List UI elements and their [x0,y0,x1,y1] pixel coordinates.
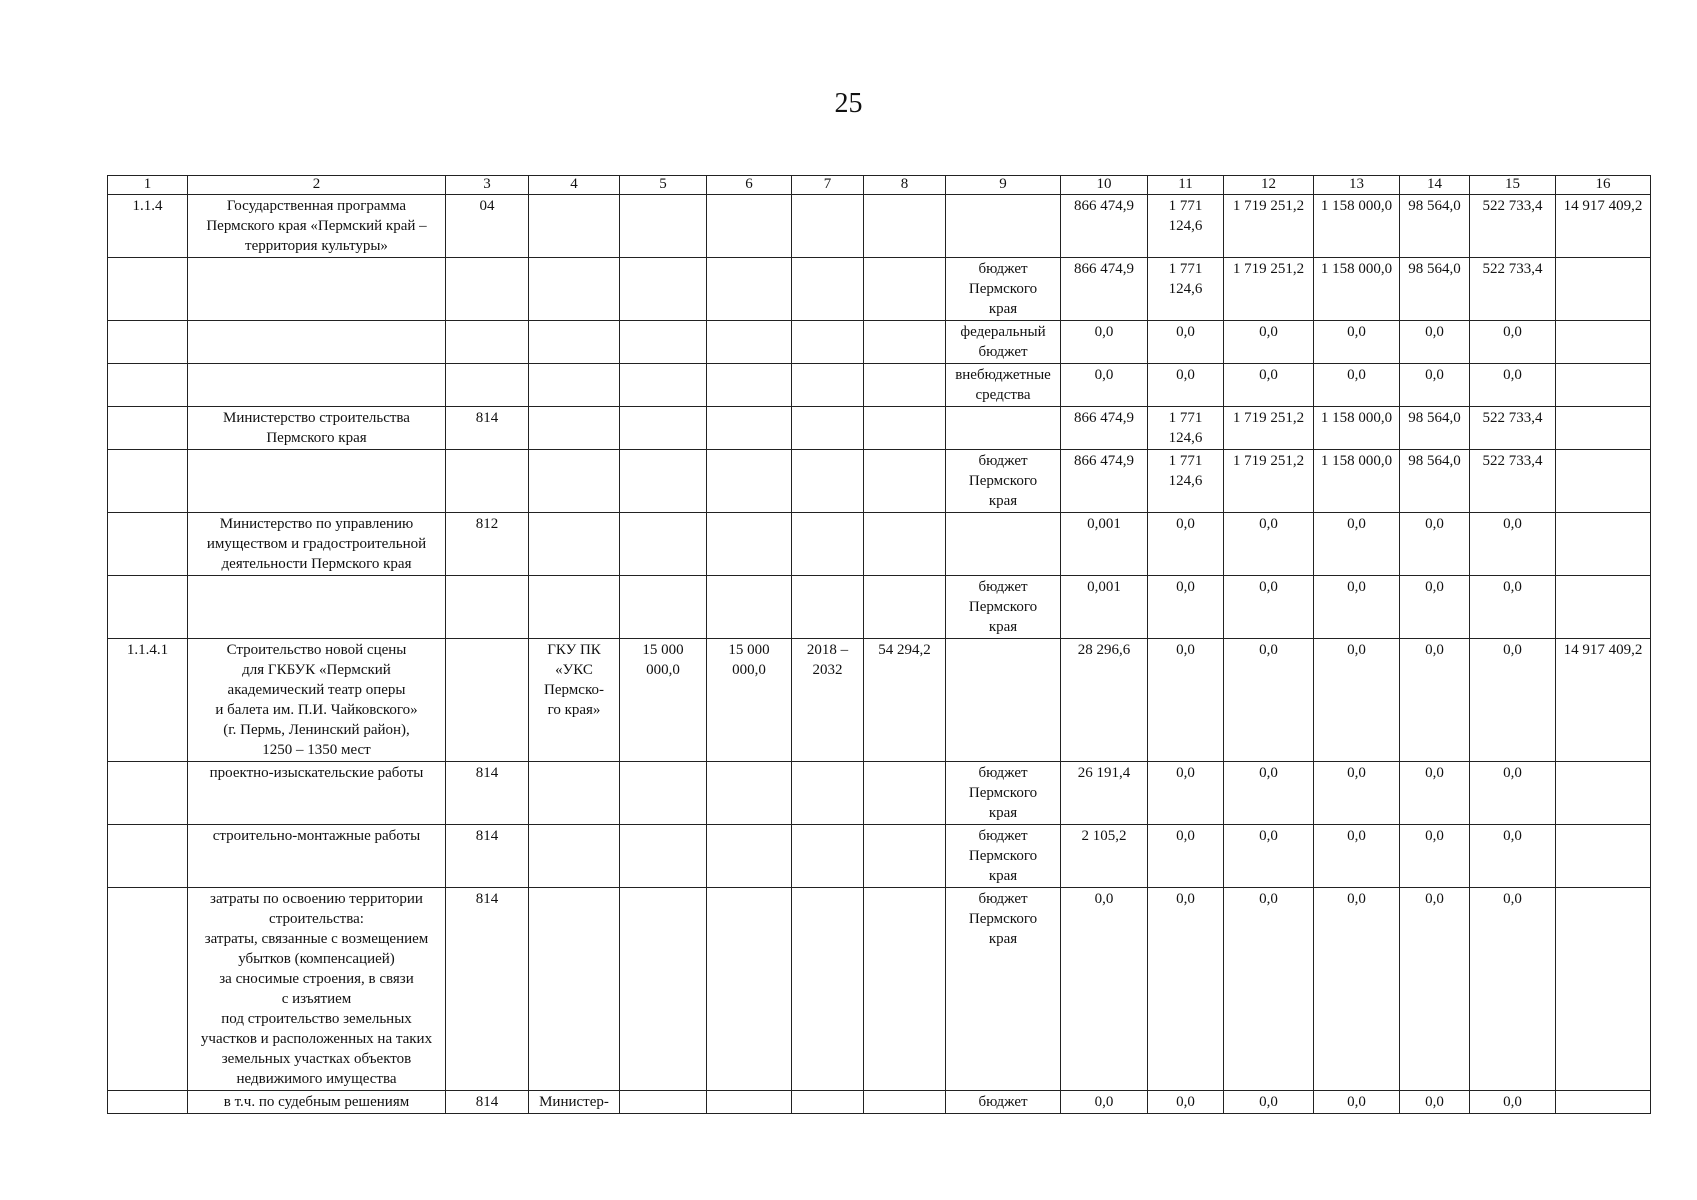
table-cell [864,364,946,407]
table-cell: 812 [446,513,529,576]
table-cell: ГКУ ПК «УКС Пермско- го края» [529,639,620,762]
table-cell [188,258,446,321]
table-cell: 0,0 [1148,888,1224,1091]
table-cell: Министерство строительства Пермского края [188,407,446,450]
table-cell [792,888,864,1091]
header-cell: 9 [946,176,1061,195]
table-cell [792,195,864,258]
table-cell [792,258,864,321]
table-cell [707,258,792,321]
table-cell [1556,576,1651,639]
table-cell: 0,0 [1224,513,1314,576]
table-cell [529,195,620,258]
table-row [108,364,1651,407]
table-row [108,407,1651,450]
table-cell [864,888,946,1091]
table-cell [446,258,529,321]
table-cell: 1.1.4 [108,195,188,258]
table-cell [108,762,188,825]
table-cell: 0,0 [1470,321,1556,364]
table-cell [1556,825,1651,888]
table-row [108,258,1651,321]
table-cell [620,888,707,1091]
table-cell: 0,0 [1400,321,1470,364]
table-cell: Министерство по управлению имуществом и градостроительной деятельности Пермского края [188,513,446,576]
table-cell [108,1091,188,1114]
table-cell: 0,0 [1148,639,1224,762]
table-cell [864,762,946,825]
table-cell [529,513,620,576]
table-cell: 0,0 [1470,513,1556,576]
table-cell: 0,0 [1470,825,1556,888]
table-cell [620,364,707,407]
table-cell [792,450,864,513]
table-cell [529,762,620,825]
table-cell: 28 296,6 [1061,639,1148,762]
table-cell: 0,0 [1470,762,1556,825]
table-cell: федеральный бюджет [946,321,1061,364]
table-cell: 0,0 [1314,762,1400,825]
table-cell [188,450,446,513]
table-cell: 0,0 [1470,576,1556,639]
table-row [108,321,1651,364]
table-row [108,195,1651,258]
table-cell: бюджет Пермского края [946,825,1061,888]
table-cell [529,321,620,364]
table-cell: 0,0 [1148,321,1224,364]
table-cell: 14 917 409,2 [1556,195,1651,258]
table-cell [620,1091,707,1114]
header-cell: 11 [1148,176,1224,195]
table-cell [1556,321,1651,364]
table-cell [108,407,188,450]
table-cell: 1 771 124,6 [1148,195,1224,258]
table-cell: 0,0 [1470,364,1556,407]
table-cell: 1 158 000,0 [1314,450,1400,513]
table-cell [620,576,707,639]
table-cell: 1 719 251,2 [1224,258,1314,321]
table-cell: 0,0 [1400,513,1470,576]
table-cell [864,1091,946,1114]
table-cell: 1 158 000,0 [1314,407,1400,450]
table-cell: 0,0 [1400,888,1470,1091]
table-cell [446,321,529,364]
header-cell: 10 [1061,176,1148,195]
table-cell [1556,450,1651,513]
table-cell [864,576,946,639]
table-cell: 1 719 251,2 [1224,450,1314,513]
table-cell [864,825,946,888]
table-cell: 0,0 [1224,321,1314,364]
table-cell: 522 733,4 [1470,407,1556,450]
table-cell: 98 564,0 [1400,407,1470,450]
table-cell: 0,0 [1400,825,1470,888]
table-cell [792,364,864,407]
table-cell [707,195,792,258]
table-cell [1556,762,1651,825]
table-cell [108,321,188,364]
table-cell [188,364,446,407]
table-cell [1556,1091,1651,1114]
table-row [108,762,1651,825]
table-cell: 04 [446,195,529,258]
table-cell: 15 000 000,0 [707,639,792,762]
table-cell: 1.1.4.1 [108,639,188,762]
table-cell [707,825,792,888]
table-cell [529,364,620,407]
table-cell: 2 105,2 [1061,825,1148,888]
table-cell: 522 733,4 [1470,258,1556,321]
table-row [108,639,1651,762]
table-cell [529,407,620,450]
table-cell [108,258,188,321]
table-cell [446,639,529,762]
table-cell: бюджет Пермского края [946,450,1061,513]
table-cell [529,825,620,888]
table-cell [707,1091,792,1114]
table-cell: 814 [446,888,529,1091]
table-cell: 866 474,9 [1061,450,1148,513]
header-cell: 14 [1400,176,1470,195]
header-cell: 16 [1556,176,1651,195]
table-cell: 0,0 [1224,825,1314,888]
header-cell: 13 [1314,176,1400,195]
table-cell [529,576,620,639]
table-cell: 0,0 [1224,639,1314,762]
table-cell: 0,0 [1400,639,1470,762]
table-cell [864,513,946,576]
table-cell: 0,0 [1148,576,1224,639]
header-cell: 7 [792,176,864,195]
table-cell: 866 474,9 [1061,407,1148,450]
table-cell: 98 564,0 [1400,450,1470,513]
table-cell: 54 294,2 [864,639,946,762]
table-cell: 0,0 [1148,825,1224,888]
table-cell: бюджет Пермского края [946,258,1061,321]
table-cell [529,888,620,1091]
table-cell: Строительство новой сцены для ГКБУК «Пермский академический театр оперы и балета им. П.И. Чайковского» (г. Пермь, Ленинский район), 1250 – 1350 мест [188,639,446,762]
table-cell [1556,364,1651,407]
table-cell: 1 158 000,0 [1314,195,1400,258]
table-cell: Министер- [529,1091,620,1114]
table-cell [946,407,1061,450]
table-cell [446,450,529,513]
table-cell: бюджет Пермского края [946,576,1061,639]
table-cell [446,364,529,407]
table-cell: 1 771 124,6 [1148,450,1224,513]
table-cell: 98 564,0 [1400,195,1470,258]
table-cell [1556,888,1651,1091]
table-cell [188,576,446,639]
table-cell: 98 564,0 [1400,258,1470,321]
table-cell [620,762,707,825]
table-cell [620,513,707,576]
header-cell: 1 [108,176,188,195]
table-cell: проектно-изыскательские работы [188,762,446,825]
table-cell [707,364,792,407]
table-cell: 1 771 124,6 [1148,258,1224,321]
table-cell: 0,0 [1148,1091,1224,1114]
table-row [108,576,1651,639]
table-cell [792,321,864,364]
table-cell: 0,0 [1148,513,1224,576]
table-cell: 0,0 [1061,364,1148,407]
table-cell [446,576,529,639]
table-cell [864,258,946,321]
table-cell: 1 771 124,6 [1148,407,1224,450]
table-cell [707,321,792,364]
table-cell: Государственная программа Пермского края «Пермский край – территория культуры» [188,195,446,258]
table-cell: 0,0 [1224,762,1314,825]
table-cell [108,364,188,407]
table-cell: 0,0 [1470,639,1556,762]
header-cell: 15 [1470,176,1556,195]
table-cell [108,576,188,639]
table-cell: в т.ч. по судебным решениям [188,1091,446,1114]
table-cell: 0,0 [1314,888,1400,1091]
table-row [108,825,1651,888]
table-cell [620,407,707,450]
table-cell: 522 733,4 [1470,450,1556,513]
header-row [108,176,1651,195]
table-cell: 0,0 [1400,576,1470,639]
table-cell: 0,0 [1400,364,1470,407]
table-cell: 0,001 [1061,513,1148,576]
table-cell: 0,0 [1224,1091,1314,1114]
table-cell: затраты по освоению территории строительства: затраты, связанные с возмещением убытков (компенсацией) за сносимые строения, в связи с изъятием под строительство земельных участков и расположенных на таких земельных участках объектов недвижимого имущества [188,888,446,1091]
table-cell [792,576,864,639]
header-cell: 3 [446,176,529,195]
table-cell [864,321,946,364]
table-cell [792,1091,864,1114]
table-cell [1556,513,1651,576]
table-cell [108,450,188,513]
table-cell [864,195,946,258]
table-cell [864,407,946,450]
table-cell [108,888,188,1091]
table-cell [620,258,707,321]
table-cell [529,450,620,513]
table-cell: 1 719 251,2 [1224,407,1314,450]
table-row [108,450,1651,513]
table-cell: 0,0 [1314,825,1400,888]
table-cell: 0,0 [1470,888,1556,1091]
table-cell: 14 917 409,2 [1556,639,1651,762]
table-cell: 0,0 [1314,364,1400,407]
table-cell [946,639,1061,762]
table-cell: 0,0 [1314,513,1400,576]
table-cell: 0,0 [1061,321,1148,364]
table-cell [108,513,188,576]
table-cell: 0,0 [1314,639,1400,762]
table-cell: 0,001 [1061,576,1148,639]
table-cell [707,513,792,576]
table-cell: 814 [446,407,529,450]
page-number: 25 [834,88,863,119]
table-cell: 15 000 000,0 [620,639,707,762]
table-cell: 0,0 [1061,1091,1148,1114]
table-cell: 814 [446,825,529,888]
table-cell [707,762,792,825]
table-cell [707,407,792,450]
table-cell: 0,0 [1314,576,1400,639]
table-row [108,513,1651,576]
table-cell [707,576,792,639]
table-cell [946,513,1061,576]
table-cell: 1 158 000,0 [1314,258,1400,321]
table-cell [946,195,1061,258]
table-cell [864,450,946,513]
header-cell: 8 [864,176,946,195]
table-cell [792,762,864,825]
table-cell [620,450,707,513]
table-cell [620,321,707,364]
table-row [108,1091,1651,1114]
header-cell: 4 [529,176,620,195]
table-cell [707,888,792,1091]
header-cell: 2 [188,176,446,195]
table-cell: 522 733,4 [1470,195,1556,258]
table-cell: бюджет [946,1091,1061,1114]
table-cell [529,258,620,321]
table-cell: 0,0 [1061,888,1148,1091]
table-cell: 0,0 [1224,576,1314,639]
header-cell: 6 [707,176,792,195]
table-row [108,888,1651,1091]
table-cell: 1 719 251,2 [1224,195,1314,258]
table-cell: 866 474,9 [1061,258,1148,321]
table-cell [707,450,792,513]
header-cell: 5 [620,176,707,195]
budget-table [107,175,1651,1114]
table-cell: внебюджетные средства [946,364,1061,407]
table-cell [620,825,707,888]
header-cell: 12 [1224,176,1314,195]
table-cell: 2018 – 2032 [792,639,864,762]
table-cell: 26 191,4 [1061,762,1148,825]
table-cell: 0,0 [1314,1091,1400,1114]
table-cell [108,825,188,888]
table-cell: 0,0 [1148,364,1224,407]
table-cell [1556,407,1651,450]
table-cell: 0,0 [1224,888,1314,1091]
table-cell [1556,258,1651,321]
table-cell: 0,0 [1400,1091,1470,1114]
table-cell [792,825,864,888]
table-cell: 814 [446,762,529,825]
table-cell: 0,0 [1224,364,1314,407]
table-cell: строительно-монтажные работы [188,825,446,888]
table-cell: бюджет Пермского края [946,888,1061,1091]
table-cell: 0,0 [1148,762,1224,825]
table-cell [620,195,707,258]
table-cell: 814 [446,1091,529,1114]
table-cell [188,321,446,364]
table-cell: 0,0 [1470,1091,1556,1114]
table-cell: 866 474,9 [1061,195,1148,258]
table-cell: 0,0 [1400,762,1470,825]
table-cell: бюджет Пермского края [946,762,1061,825]
table-cell [792,513,864,576]
table-cell: 0,0 [1314,321,1400,364]
table-cell [792,407,864,450]
